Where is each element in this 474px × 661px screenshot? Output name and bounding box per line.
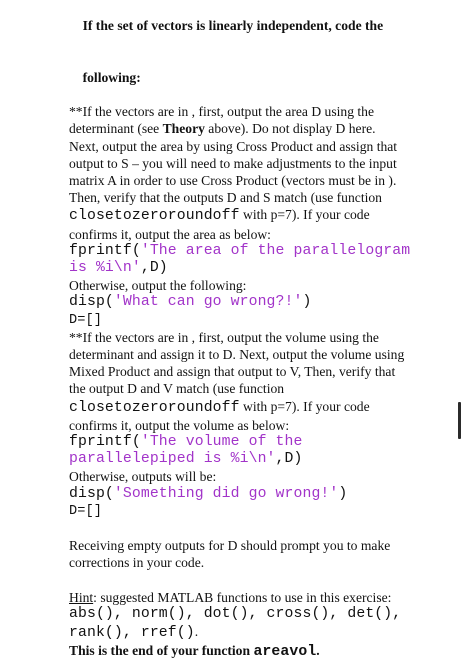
p1-line (69, 172, 467, 189)
p1-text: **If the vectors are in , first, output the area D using the (69, 104, 375, 120)
spacer (69, 520, 467, 537)
instruction-heading-cont (69, 52, 467, 104)
code-function: disp( (69, 485, 114, 502)
p2-text: the output D and V match (use function (69, 381, 285, 397)
code-string: 'What can go wrong?!' (113, 294, 303, 311)
code-string: parallelepiped is %i\n' (69, 451, 276, 468)
end-text: . (316, 643, 320, 659)
p2-text: **If the vectors are in , first, output the volume using the (69, 329, 379, 345)
p2-text: Mixed Product and assign that output to V, Then, verify that (69, 364, 396, 380)
function-name-code: areavol (253, 644, 317, 661)
code-line (69, 243, 467, 260)
p2-line (69, 346, 467, 363)
p1-text: confirms it, output the area as below: (69, 226, 271, 242)
p2-line (69, 417, 467, 434)
end-line (69, 642, 467, 661)
code-args: ,D) (275, 451, 303, 468)
instruction-heading (69, 0, 467, 52)
function-name-code: closetozeroroundoff (69, 208, 240, 225)
hint-text: . (194, 623, 199, 639)
code-string: 'The volume of the (140, 434, 303, 451)
code-line (69, 503, 467, 520)
code-line (69, 294, 467, 311)
end-text: This is the end of your function (69, 643, 254, 659)
p2-text: with p=7). If your code (239, 398, 370, 414)
p3-text: corrections in your code. (69, 555, 205, 571)
code-function: fprintf( (69, 434, 141, 451)
hint-functions: abs(), norm(), dot(), cross(), det(), (69, 605, 402, 622)
code-string: 'The area of the parallelogram (140, 242, 411, 259)
code-string: is %i\n' (69, 260, 141, 277)
p1-text: matrix A in order to use Cross Product (vectors must be in ). (69, 173, 397, 189)
code-function: disp( (69, 294, 114, 311)
p2-text: confirms it, output the volume as below: (69, 417, 290, 433)
function-name-code: closetozeroroundoff (69, 399, 240, 416)
p1-line (69, 189, 467, 206)
code-line (69, 434, 467, 451)
hint-label: Hint (69, 589, 94, 605)
code-line (69, 451, 467, 468)
p2-line (69, 363, 467, 380)
p3-text: Receiving empty outputs for D should prompt you to make (69, 538, 391, 554)
p2-text: Otherwise, outputs will be: (69, 469, 217, 485)
code-string: 'Something did go wrong!' (113, 485, 339, 502)
code-assignment: D=[] (69, 312, 103, 328)
p3-line (69, 537, 467, 554)
p1-text: with p=7). If your code (239, 207, 370, 223)
code-function: fprintf( (69, 242, 141, 259)
p2-line (69, 380, 467, 397)
p1-text: Otherwise, output the following: (69, 278, 247, 294)
theory-reference: Theory (162, 121, 205, 137)
scroll-indicator[interactable] (458, 402, 461, 439)
document-body (69, 0, 467, 661)
hint-code-line (69, 623, 467, 642)
p1-text: output to S – you will need to make adjustments to the input (69, 155, 397, 171)
p2-text: determinant and assign it to D. Next, output the volume using (69, 347, 405, 363)
code-args: ,D) (140, 260, 168, 277)
p1-text: Then, verify that the outputs D and S match (use function (69, 190, 382, 206)
p1-line (69, 120, 467, 137)
p2-line (69, 468, 467, 485)
heading-line-1: If the set of vectors is linearly independent, code the (82, 18, 384, 34)
code-args: ) (302, 294, 312, 311)
code-line (69, 312, 467, 329)
code-line (69, 486, 467, 503)
p2-line (69, 329, 467, 346)
code-args: ) (338, 485, 348, 502)
p1-text: above). Do not display D here. (204, 121, 376, 137)
code-line (69, 260, 467, 277)
p3-line (69, 554, 467, 571)
p1-line (69, 206, 467, 225)
p1-line (69, 103, 467, 120)
hint-code-line (69, 606, 467, 623)
code-assignment: D=[] (69, 503, 103, 519)
p1-line (69, 138, 467, 155)
p1-line (69, 155, 467, 172)
hint-line (69, 589, 467, 606)
p2-line (69, 398, 467, 417)
p1-text: Next, output the area by using Cross Product and assign that (69, 138, 398, 154)
p1-line (69, 277, 467, 294)
hint-functions: rank(), rref() (69, 624, 195, 641)
p1-line (69, 226, 467, 243)
hint-text: : suggested MATLAB functions to use in this exercise: (93, 589, 392, 605)
spacer (69, 572, 467, 589)
heading-line-2: following: (82, 69, 141, 85)
p1-text: determinant (see (69, 121, 163, 137)
